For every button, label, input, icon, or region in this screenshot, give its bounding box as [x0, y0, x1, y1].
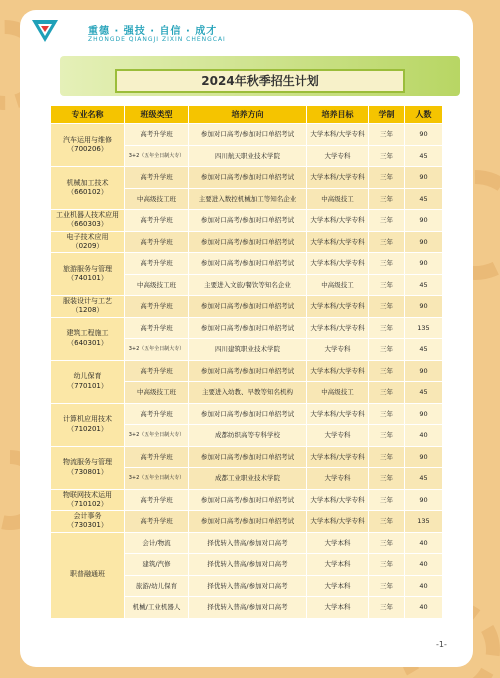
goal-cell: 大学本科 [307, 532, 369, 554]
class-type-cell: 机械/工业机器人 [125, 597, 189, 619]
years-cell: 三年 [369, 317, 405, 339]
direction-cell: 参加对口高考/参加对口单招考试 [189, 296, 307, 318]
school-logo-icon [30, 18, 60, 44]
column-header: 培养目标 [307, 106, 369, 124]
years-cell: 三年 [369, 554, 405, 576]
count-cell: 90 [405, 296, 443, 318]
class-type-cell: 3+2（五年全日制大专） [125, 145, 189, 167]
goal-cell: 大学专科 [307, 339, 369, 361]
major-name-cell: 职普融通班 [51, 532, 125, 618]
class-type-cell: 中高级技工班 [125, 382, 189, 404]
count-cell: 45 [405, 145, 443, 167]
goal-cell: 大学本科 [307, 575, 369, 597]
class-type-cell: 高考升学班 [125, 296, 189, 318]
years-cell: 三年 [369, 446, 405, 468]
years-cell: 三年 [369, 489, 405, 511]
years-cell: 三年 [369, 145, 405, 167]
class-type-cell: 高考升学班 [125, 403, 189, 425]
direction-cell: 参加对口高考/参加对口单招考试 [189, 210, 307, 232]
table-row [51, 511, 443, 533]
count-cell: 90 [405, 489, 443, 511]
class-type-cell: 旅游/幼儿保育 [125, 575, 189, 597]
goal-cell: 大学本科/大学专科 [307, 210, 369, 232]
major-name-cell: 工业机器人技术应用 （660303） [51, 210, 125, 232]
column-header: 培养方向 [189, 106, 307, 124]
table-row [51, 446, 443, 468]
class-type-cell: 高考升学班 [125, 489, 189, 511]
direction-cell: 参加对口高考/参加对口单招考试 [189, 403, 307, 425]
years-cell: 三年 [369, 339, 405, 361]
direction-cell: 参加对口高考/参加对口单招考试 [189, 253, 307, 275]
goal-cell: 中高级技工 [307, 274, 369, 296]
column-header: 专业名称 [51, 106, 125, 124]
years-cell: 三年 [369, 188, 405, 210]
years-cell: 三年 [369, 382, 405, 404]
years-cell: 三年 [369, 511, 405, 533]
years-cell: 三年 [369, 403, 405, 425]
goal-cell: 中高级技工 [307, 382, 369, 404]
count-cell: 90 [405, 403, 443, 425]
major-name-cell: 汽车运用与维修 （700206） [51, 124, 125, 167]
goal-cell: 大学专科 [307, 425, 369, 447]
goal-cell: 大学本科/大学专科 [307, 489, 369, 511]
class-type-cell: 高考升学班 [125, 167, 189, 189]
direction-cell: 参加对口高考/参加对口单招考试 [189, 317, 307, 339]
table-header-row [51, 106, 443, 124]
goal-cell: 大学本科/大学专科 [307, 360, 369, 382]
column-header: 班级类型 [125, 106, 189, 124]
class-type-cell: 高考升学班 [125, 124, 189, 146]
goal-cell: 大学本科/大学专科 [307, 403, 369, 425]
years-cell: 三年 [369, 597, 405, 619]
count-cell: 40 [405, 554, 443, 576]
goal-cell: 大学本科/大学专科 [307, 296, 369, 318]
major-name-cell: 物联网技术运用 （710102） [51, 489, 125, 511]
count-cell: 45 [405, 274, 443, 296]
count-cell: 90 [405, 360, 443, 382]
class-type-cell: 3+2（五年全日制大专） [125, 425, 189, 447]
count-cell: 40 [405, 575, 443, 597]
direction-cell: 择优转入普高/参加对口高考 [189, 554, 307, 576]
years-cell: 三年 [369, 210, 405, 232]
table-row [51, 489, 443, 511]
direction-cell: 参加对口高考/参加对口单招考试 [189, 124, 307, 146]
class-type-cell: 3+2（五年全日制大专） [125, 468, 189, 490]
class-type-cell: 会计/物流 [125, 532, 189, 554]
years-cell: 三年 [369, 425, 405, 447]
years-cell: 三年 [369, 532, 405, 554]
count-cell: 90 [405, 124, 443, 146]
count-cell: 40 [405, 532, 443, 554]
major-name-cell: 旅游服务与管理 （740101） [51, 253, 125, 296]
direction-cell: 参加对口高考/参加对口单招考试 [189, 511, 307, 533]
direction-cell: 参加对口高考/参加对口单招考试 [189, 231, 307, 253]
years-cell: 三年 [369, 253, 405, 275]
count-cell: 45 [405, 382, 443, 404]
direction-cell: 成都纺织高等专科学校 [189, 425, 307, 447]
direction-cell: 择优转入普高/参加对口高考 [189, 575, 307, 597]
count-cell: 45 [405, 468, 443, 490]
count-cell: 90 [405, 167, 443, 189]
years-cell: 三年 [369, 296, 405, 318]
table-row [51, 532, 443, 554]
column-header: 学制 [369, 106, 405, 124]
goal-cell: 大学本科/大学专科 [307, 511, 369, 533]
goal-cell: 大学专科 [307, 145, 369, 167]
table-row [51, 124, 443, 146]
goal-cell: 大学本科/大学专科 [307, 231, 369, 253]
goal-cell: 大学本科/大学专科 [307, 317, 369, 339]
class-type-cell: 高考升学班 [125, 210, 189, 232]
years-cell: 三年 [369, 231, 405, 253]
count-cell: 90 [405, 231, 443, 253]
page-number: -1- [436, 640, 447, 649]
class-type-cell: 高考升学班 [125, 231, 189, 253]
major-name-cell: 会计事务 （730301） [51, 511, 125, 533]
count-cell: 40 [405, 425, 443, 447]
major-name-cell: 电子技术应用 （0209） [51, 231, 125, 253]
major-name-cell: 服装设计与工艺 （1208） [51, 296, 125, 318]
goal-cell: 大学本科 [307, 554, 369, 576]
count-cell: 135 [405, 511, 443, 533]
direction-cell: 参加对口高考/参加对口单招考试 [189, 446, 307, 468]
count-cell: 90 [405, 446, 443, 468]
slogan-english: ZHONGDE QIANGJI ZIXIN CHENGCAI [88, 36, 226, 43]
goal-cell: 大学专科 [307, 468, 369, 490]
table-row [51, 253, 443, 275]
years-cell: 三年 [369, 468, 405, 490]
goal-cell: 大学本科/大学专科 [307, 446, 369, 468]
enrollment-table [50, 105, 443, 619]
direction-cell: 择优转入普高/参加对口高考 [189, 597, 307, 619]
direction-cell: 参加对口高考/参加对口单招考试 [189, 489, 307, 511]
class-type-cell: 建筑/汽修 [125, 554, 189, 576]
class-type-cell: 3+2（五年全日制大专） [125, 339, 189, 361]
class-type-cell: 高考升学班 [125, 446, 189, 468]
column-header: 人数 [405, 106, 443, 124]
direction-cell: 择优转入普高/参加对口高考 [189, 532, 307, 554]
goal-cell: 大学本科 [307, 597, 369, 619]
table-row [51, 360, 443, 382]
class-type-cell: 中高级技工班 [125, 274, 189, 296]
years-cell: 三年 [369, 360, 405, 382]
class-type-cell: 中高级技工班 [125, 188, 189, 210]
count-cell: 45 [405, 188, 443, 210]
count-cell: 45 [405, 339, 443, 361]
goal-cell: 大学本科/大学专科 [307, 253, 369, 275]
count-cell: 135 [405, 317, 443, 339]
years-cell: 三年 [369, 167, 405, 189]
goal-cell: 大学本科/大学专科 [307, 124, 369, 146]
years-cell: 三年 [369, 274, 405, 296]
table-row [51, 296, 443, 318]
direction-cell: 四川航天职业技术学院 [189, 145, 307, 167]
major-name-cell: 物流服务与管理 （730801） [51, 446, 125, 489]
direction-cell: 参加对口高考/参加对口单招考试 [189, 167, 307, 189]
slogan: 重德 · 强技 · 自信 · 成才 [88, 26, 218, 37]
class-type-cell: 高考升学班 [125, 511, 189, 533]
direction-cell: 参加对口高考/参加对口单招考试 [189, 360, 307, 382]
class-type-cell: 高考升学班 [125, 253, 189, 275]
major-name-cell: 计算机应用技术 （710201） [51, 403, 125, 446]
years-cell: 三年 [369, 575, 405, 597]
major-name-cell: 幼儿保育 （770101） [51, 360, 125, 403]
years-cell: 三年 [369, 124, 405, 146]
table-row [51, 167, 443, 189]
direction-cell: 主要进入文旅/餐饮等知名企业 [189, 274, 307, 296]
table-row [51, 403, 443, 425]
major-name-cell: 建筑工程施工 （640301） [51, 317, 125, 360]
goal-cell: 中高级技工 [307, 188, 369, 210]
goal-cell: 大学本科/大学专科 [307, 167, 369, 189]
count-cell: 90 [405, 210, 443, 232]
class-type-cell: 高考升学班 [125, 317, 189, 339]
direction-cell: 四川建筑职业技术学院 [189, 339, 307, 361]
table-row [51, 210, 443, 232]
table-row [51, 231, 443, 253]
page-title: 2024年秋季招生计划 [115, 69, 405, 93]
direction-cell: 成都工业职业技术学院 [189, 468, 307, 490]
major-name-cell: 机械加工技术 （660102） [51, 167, 125, 210]
count-cell: 90 [405, 253, 443, 275]
table-row [51, 317, 443, 339]
direction-cell: 主要进入幼教、早教等知名机构 [189, 382, 307, 404]
count-cell: 40 [405, 597, 443, 619]
class-type-cell: 高考升学班 [125, 360, 189, 382]
direction-cell: 主要进入数控机械加工等知名企业 [189, 188, 307, 210]
